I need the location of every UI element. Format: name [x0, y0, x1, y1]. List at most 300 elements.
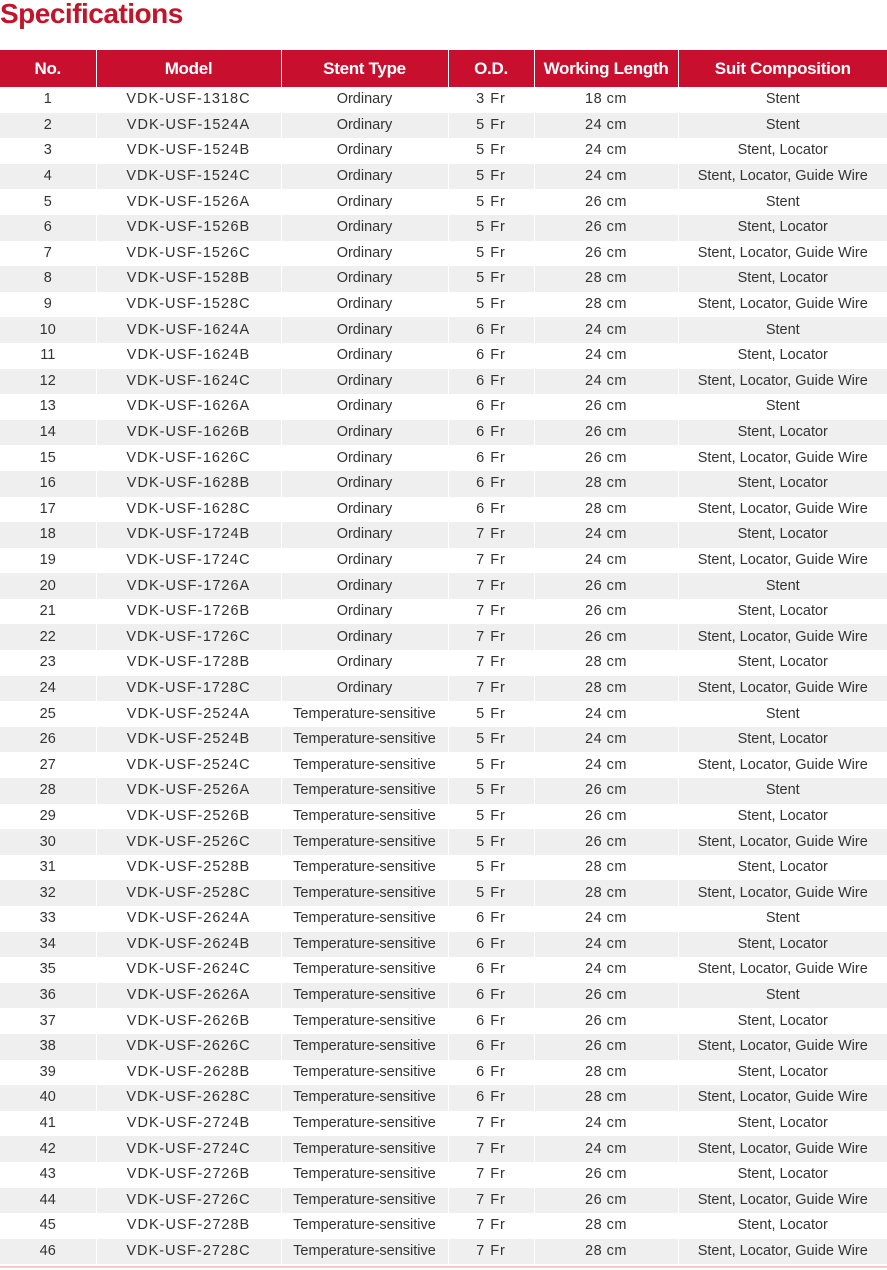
table-row	[0, 1085, 887, 1111]
cell-working-length: 24 cm	[534, 317, 678, 343]
cell-stent-type: Ordinary	[281, 624, 448, 650]
cell-stent-type: Temperature-sensitive	[281, 855, 448, 881]
cell-stent-type: Temperature-sensitive	[281, 1060, 448, 1086]
cell-working-length: 26 cm	[534, 829, 678, 855]
cell-model: VDK-USF-2628C	[96, 1085, 281, 1111]
cell-od: 7 Fr	[448, 522, 534, 548]
cell-no: 28	[0, 778, 96, 804]
cell-model: VDK-USF-1626A	[96, 394, 281, 420]
table-row	[0, 113, 887, 139]
cell-suit-composition: Stent, Locator	[678, 471, 887, 497]
cell-suit-composition: Stent, Locator	[678, 266, 887, 292]
table-row	[0, 445, 887, 471]
cell-no: 20	[0, 573, 96, 599]
cell-working-length: 28 cm	[534, 292, 678, 318]
cell-model: VDK-USF-2626C	[96, 1034, 281, 1060]
cell-no: 5	[43, 193, 52, 210]
cell-suit-composition: Stent	[678, 983, 887, 1009]
cell-suit-composition: Stent, Locator	[678, 932, 887, 958]
cell-model: VDK-USF-2528C	[96, 880, 281, 906]
cell-model: VDK-USF-1624B	[96, 343, 281, 369]
cell-stent-type: Ordinary	[281, 215, 448, 241]
cell-od: 6 Fr	[448, 471, 534, 497]
cell-no: 21	[39, 603, 56, 620]
cell-suit-composition: Stent, Locator	[678, 855, 887, 881]
cell-od: 6 Fr	[448, 957, 534, 983]
cell-model: VDK-USF-1628C	[96, 497, 281, 523]
header-od: O.D.	[448, 50, 534, 87]
bottom-divider	[0, 1266, 887, 1268]
cell-suit-composition: Stent, Locator	[678, 1111, 887, 1137]
cell-model: VDK-USF-1626C	[96, 445, 281, 471]
table-row	[0, 138, 887, 164]
table-row	[0, 241, 887, 267]
cell-no: 10	[0, 317, 96, 343]
cell-working-length: 28 cm	[534, 855, 678, 881]
cell-suit-composition: Stent, Locator	[678, 599, 887, 625]
cell-no: 19	[39, 551, 56, 568]
cell-model: VDK-USF-2624C	[96, 957, 281, 983]
header-row	[0, 50, 887, 87]
cell-stent-type: Ordinary	[281, 292, 448, 318]
cell-no: 34	[0, 932, 96, 958]
table-row	[0, 215, 887, 241]
table-row	[0, 727, 887, 753]
cell-stent-type: Temperature-sensitive	[281, 1188, 448, 1214]
cell-od: 5 Fr	[448, 727, 534, 753]
cell-stent-type: Ordinary	[281, 138, 448, 164]
cell-od: 6 Fr	[448, 497, 534, 523]
cell-od: 5 Fr	[448, 778, 534, 804]
table-row	[0, 548, 887, 574]
table-row	[0, 1111, 887, 1137]
cell-working-length: 28 cm	[534, 471, 678, 497]
cell-model: VDK-USF-1524C	[96, 164, 281, 190]
cell-suit-composition: Stent, Locator, Guide Wire	[678, 880, 887, 906]
cell-working-length: 26 cm	[534, 599, 678, 625]
cell-model: VDK-USF-1726C	[96, 624, 281, 650]
cell-working-length: 26 cm	[534, 804, 678, 830]
cell-model: VDK-USF-2624B	[96, 932, 281, 958]
cell-suit-composition: Stent, Locator, Guide Wire	[678, 548, 887, 574]
cell-stent-type: Ordinary	[281, 266, 448, 292]
cell-working-length: 28 cm	[534, 880, 678, 906]
cell-od: 7 Fr	[448, 573, 534, 599]
cell-od: 5 Fr	[448, 880, 534, 906]
cell-working-length: 28 cm	[534, 497, 678, 523]
table-row	[0, 573, 887, 599]
cell-suit-composition: Stent	[678, 189, 887, 215]
cell-stent-type: Temperature-sensitive	[281, 957, 448, 983]
cell-working-length: 18 cm	[534, 87, 678, 113]
cell-stent-type: Ordinary	[281, 113, 448, 139]
table-row	[0, 343, 887, 369]
cell-od: 5 Fr	[448, 189, 534, 215]
specifications-table	[0, 50, 887, 1264]
cell-stent-type: Temperature-sensitive	[281, 1085, 448, 1111]
cell-suit-composition: Stent	[678, 317, 887, 343]
cell-working-length: 26 cm	[534, 445, 678, 471]
cell-working-length: 26 cm	[534, 215, 678, 241]
cell-model: VDK-USF-2528B	[96, 855, 281, 881]
cell-no: 38	[0, 1034, 96, 1060]
cell-working-length: 28 cm	[534, 1060, 678, 1086]
cell-od: 7 Fr	[448, 676, 534, 702]
cell-od: 6 Fr	[448, 445, 534, 471]
cell-model: VDK-USF-2726C	[96, 1188, 281, 1214]
cell-working-length: 24 cm	[534, 138, 678, 164]
cell-working-length: 28 cm	[534, 266, 678, 292]
cell-stent-type: Temperature-sensitive	[281, 701, 448, 727]
cell-working-length: 24 cm	[534, 343, 678, 369]
cell-model: VDK-USF-1524A	[96, 113, 281, 139]
cell-od: 6 Fr	[448, 1034, 534, 1060]
cell-working-length: 24 cm	[534, 1111, 678, 1137]
cell-model: VDK-USF-1726A	[96, 573, 281, 599]
cell-stent-type: Ordinary	[281, 471, 448, 497]
cell-no: 15	[39, 449, 56, 466]
cell-model: VDK-USF-2728C	[96, 1239, 281, 1265]
cell-model: VDK-USF-2724C	[96, 1136, 281, 1162]
cell-no: 40	[0, 1085, 96, 1111]
cell-suit-composition: Stent, Locator, Guide Wire	[678, 957, 887, 983]
cell-no: 9	[43, 296, 52, 313]
table-row	[0, 599, 887, 625]
cell-model: VDK-USF-1318C	[96, 87, 281, 113]
table-row	[0, 394, 887, 420]
cell-stent-type: Ordinary	[281, 573, 448, 599]
cell-model: VDK-USF-2524B	[96, 727, 281, 753]
cell-working-length: 26 cm	[534, 241, 678, 267]
cell-stent-type: Ordinary	[281, 394, 448, 420]
cell-no: 39	[39, 1063, 56, 1080]
cell-od: 6 Fr	[448, 1008, 534, 1034]
cell-od: 5 Fr	[448, 804, 534, 830]
cell-working-length: 24 cm	[534, 164, 678, 190]
cell-no: 4	[0, 164, 96, 190]
cell-od: 5 Fr	[448, 292, 534, 318]
cell-model: VDK-USF-1526A	[96, 189, 281, 215]
cell-suit-composition: Stent	[678, 113, 887, 139]
table-row	[0, 1162, 887, 1188]
cell-working-length: 26 cm	[534, 1008, 678, 1034]
cell-suit-composition: Stent, Locator	[678, 420, 887, 446]
table-row	[0, 880, 887, 906]
cell-od: 6 Fr	[448, 343, 534, 369]
cell-od: 5 Fr	[448, 829, 534, 855]
cell-working-length: 24 cm	[534, 369, 678, 395]
cell-no: 11	[40, 347, 56, 364]
cell-stent-type: Ordinary	[281, 548, 448, 574]
cell-suit-composition: Stent, Locator, Guide Wire	[678, 369, 887, 395]
cell-suit-composition: Stent	[678, 573, 887, 599]
cell-stent-type: Ordinary	[281, 87, 448, 113]
header-working-length: Working Length	[534, 50, 678, 87]
cell-suit-composition: Stent	[678, 701, 887, 727]
cell-model: VDK-USF-1626B	[96, 420, 281, 446]
cell-no: 18	[0, 522, 96, 548]
cell-od: 6 Fr	[448, 1060, 534, 1086]
cell-suit-composition: Stent, Locator, Guide Wire	[678, 241, 887, 267]
cell-suit-composition: Stent, Locator	[678, 650, 887, 676]
cell-working-length: 26 cm	[534, 573, 678, 599]
cell-working-length: 26 cm	[534, 420, 678, 446]
cell-suit-composition: Stent	[678, 778, 887, 804]
cell-working-length: 26 cm	[534, 189, 678, 215]
cell-stent-type: Temperature-sensitive	[281, 1111, 448, 1137]
cell-working-length: 24 cm	[534, 932, 678, 958]
cell-working-length: 24 cm	[534, 548, 678, 574]
cell-no: 42	[0, 1136, 96, 1162]
cell-od: 6 Fr	[448, 983, 534, 1009]
cell-od: 5 Fr	[448, 752, 534, 778]
table-row	[0, 497, 887, 523]
cell-stent-type: Ordinary	[281, 676, 448, 702]
cell-model: VDK-USF-2524C	[96, 752, 281, 778]
cell-stent-type: Temperature-sensitive	[281, 727, 448, 753]
table-row	[0, 369, 887, 395]
cell-suit-composition: Stent, Locator, Guide Wire	[678, 1188, 887, 1214]
cell-od: 6 Fr	[448, 906, 534, 932]
table-row	[0, 676, 887, 702]
cell-model: VDK-USF-1528B	[96, 266, 281, 292]
cell-no: 35	[39, 961, 56, 978]
cell-working-length: 24 cm	[534, 957, 678, 983]
cell-suit-composition: Stent, Locator, Guide Wire	[678, 445, 887, 471]
cell-stent-type: Ordinary	[281, 522, 448, 548]
cell-suit-composition: Stent, Locator, Guide Wire	[678, 497, 887, 523]
cell-no: 30	[0, 829, 96, 855]
cell-od: 7 Fr	[448, 1188, 534, 1214]
cell-no: 13	[39, 398, 56, 415]
cell-stent-type: Temperature-sensitive	[281, 983, 448, 1009]
cell-no: 31	[39, 859, 56, 876]
cell-no: 1	[43, 91, 52, 108]
cell-model: VDK-USF-2628B	[96, 1060, 281, 1086]
table-row	[0, 1188, 887, 1214]
cell-model: VDK-USF-2524A	[96, 701, 281, 727]
cell-stent-type: Temperature-sensitive	[281, 906, 448, 932]
cell-suit-composition: Stent, Locator, Guide Wire	[678, 676, 887, 702]
cell-od: 5 Fr	[448, 266, 534, 292]
cell-suit-composition: Stent, Locator	[678, 215, 887, 241]
table-row	[0, 317, 887, 343]
table-row	[0, 932, 887, 958]
table-row	[0, 701, 887, 727]
cell-model: VDK-USF-2526B	[96, 804, 281, 830]
cell-no: 43	[39, 1166, 56, 1183]
cell-stent-type: Ordinary	[281, 317, 448, 343]
cell-working-length: 24 cm	[534, 727, 678, 753]
cell-working-length: 24 cm	[534, 113, 678, 139]
cell-stent-type: Temperature-sensitive	[281, 804, 448, 830]
cell-no: 3	[43, 142, 52, 159]
cell-od: 7 Fr	[448, 1213, 534, 1239]
table-body	[0, 87, 887, 1264]
cell-suit-composition: Stent, Locator	[678, 1162, 887, 1188]
table-row	[0, 1034, 887, 1060]
table-row	[0, 1060, 887, 1086]
cell-suit-composition: Stent, Locator	[678, 1008, 887, 1034]
cell-stent-type: Temperature-sensitive	[281, 1008, 448, 1034]
cell-model: VDK-USF-1728C	[96, 676, 281, 702]
table-row	[0, 957, 887, 983]
cell-od: 6 Fr	[448, 369, 534, 395]
cell-od: 7 Fr	[448, 650, 534, 676]
cell-od: 7 Fr	[448, 1111, 534, 1137]
header-model: Model	[96, 50, 281, 87]
table-row	[0, 804, 887, 830]
cell-no: 7	[43, 244, 52, 261]
cell-suit-composition: Stent, Locator, Guide Wire	[678, 624, 887, 650]
cell-suit-composition: Stent, Locator, Guide Wire	[678, 1034, 887, 1060]
cell-no: 22	[0, 624, 96, 650]
cell-model: VDK-USF-1628B	[96, 471, 281, 497]
table-row	[0, 624, 887, 650]
cell-suit-composition: Stent, Locator	[678, 1060, 887, 1086]
cell-no: 29	[39, 807, 56, 824]
table-row	[0, 983, 887, 1009]
table-row	[0, 420, 887, 446]
cell-model: VDK-USF-1526C	[96, 241, 281, 267]
cell-no: 27	[39, 756, 56, 773]
cell-no: 26	[0, 727, 96, 753]
cell-working-length: 24 cm	[534, 752, 678, 778]
cell-working-length: 26 cm	[534, 778, 678, 804]
table-row	[0, 1008, 887, 1034]
table-row	[0, 266, 887, 292]
cell-suit-composition: Stent	[678, 87, 887, 113]
cell-stent-type: Temperature-sensitive	[281, 880, 448, 906]
cell-working-length: 24 cm	[534, 701, 678, 727]
cell-no: 6	[0, 215, 96, 241]
table-row	[0, 522, 887, 548]
table-row	[0, 650, 887, 676]
cell-stent-type: Temperature-sensitive	[281, 1136, 448, 1162]
cell-od: 6 Fr	[448, 420, 534, 446]
table-row	[0, 752, 887, 778]
cell-no: 25	[39, 705, 56, 722]
cell-model: VDK-USF-1526B	[96, 215, 281, 241]
cell-no: 2	[0, 113, 96, 139]
cell-model: VDK-USF-2724B	[96, 1111, 281, 1137]
table-row	[0, 87, 887, 113]
cell-model: VDK-USF-1728B	[96, 650, 281, 676]
table-row	[0, 778, 887, 804]
cell-working-length: 26 cm	[534, 1162, 678, 1188]
cell-suit-composition: Stent, Locator, Guide Wire	[678, 164, 887, 190]
cell-od: 6 Fr	[448, 317, 534, 343]
cell-suit-composition: Stent, Locator	[678, 804, 887, 830]
cell-suit-composition: Stent, Locator, Guide Wire	[678, 752, 887, 778]
cell-model: VDK-USF-1528C	[96, 292, 281, 318]
cell-no: 24	[0, 676, 96, 702]
cell-working-length: 24 cm	[534, 522, 678, 548]
cell-model: VDK-USF-1624A	[96, 317, 281, 343]
cell-suit-composition: Stent, Locator, Guide Wire	[678, 1085, 887, 1111]
cell-no: 17	[39, 500, 56, 517]
cell-od: 5 Fr	[448, 164, 534, 190]
cell-suit-composition: Stent	[678, 906, 887, 932]
cell-model: VDK-USF-2624A	[96, 906, 281, 932]
cell-working-length: 28 cm	[534, 1085, 678, 1111]
cell-stent-type: Ordinary	[281, 343, 448, 369]
table-row	[0, 1136, 887, 1162]
cell-working-length: 28 cm	[534, 1239, 678, 1265]
cell-stent-type: Ordinary	[281, 497, 448, 523]
cell-od: 7 Fr	[448, 1136, 534, 1162]
cell-od: 5 Fr	[448, 855, 534, 881]
cell-od: 5 Fr	[448, 138, 534, 164]
table-row	[0, 855, 887, 881]
cell-stent-type: Ordinary	[281, 599, 448, 625]
cell-stent-type: Ordinary	[281, 445, 448, 471]
cell-od: 7 Fr	[448, 1162, 534, 1188]
cell-model: VDK-USF-2526A	[96, 778, 281, 804]
cell-working-length: 26 cm	[534, 1034, 678, 1060]
cell-model: VDK-USF-1726B	[96, 599, 281, 625]
cell-model: VDK-USF-2626A	[96, 983, 281, 1009]
cell-od: 5 Fr	[448, 215, 534, 241]
cell-working-length: 24 cm	[534, 1136, 678, 1162]
cell-suit-composition: Stent, Locator	[678, 138, 887, 164]
cell-no: 41	[39, 1115, 56, 1132]
cell-stent-type: Ordinary	[281, 241, 448, 267]
cell-stent-type: Temperature-sensitive	[281, 1034, 448, 1060]
cell-stent-type: Temperature-sensitive	[281, 778, 448, 804]
table-row	[0, 829, 887, 855]
page-title: Specifications	[0, 0, 183, 29]
table-row	[0, 292, 887, 318]
cell-suit-composition: Stent, Locator	[678, 522, 887, 548]
cell-od: 5 Fr	[448, 113, 534, 139]
cell-od: 7 Fr	[448, 548, 534, 574]
cell-no: 32	[0, 880, 96, 906]
cell-no: 44	[0, 1188, 96, 1214]
header-stent-type: Stent Type	[281, 50, 448, 87]
cell-stent-type: Ordinary	[281, 420, 448, 446]
cell-model: VDK-USF-1524B	[96, 138, 281, 164]
cell-stent-type: Temperature-sensitive	[281, 752, 448, 778]
header-no: No.	[0, 50, 96, 87]
cell-no: 8	[0, 266, 96, 292]
cell-od: 7 Fr	[448, 1239, 534, 1265]
cell-od: 6 Fr	[448, 932, 534, 958]
cell-suit-composition: Stent, Locator, Guide Wire	[678, 1136, 887, 1162]
cell-od: 7 Fr	[448, 624, 534, 650]
cell-stent-type: Ordinary	[281, 650, 448, 676]
cell-model: VDK-USF-2526C	[96, 829, 281, 855]
cell-suit-composition: Stent, Locator	[678, 343, 887, 369]
cell-working-length: 26 cm	[534, 394, 678, 420]
cell-no: 46	[0, 1239, 96, 1265]
cell-stent-type: Temperature-sensitive	[281, 1213, 448, 1239]
cell-model: VDK-USF-2626B	[96, 1008, 281, 1034]
cell-od: 5 Fr	[448, 241, 534, 267]
cell-stent-type: Ordinary	[281, 164, 448, 190]
cell-od: 5 Fr	[448, 701, 534, 727]
cell-working-length: 28 cm	[534, 1213, 678, 1239]
cell-no: 45	[39, 1217, 56, 1234]
cell-no: 12	[0, 369, 96, 395]
cell-no: 33	[39, 910, 56, 927]
cell-model: VDK-USF-2726B	[96, 1162, 281, 1188]
table-row	[0, 189, 887, 215]
cell-od: 6 Fr	[448, 1085, 534, 1111]
cell-model: VDK-USF-1624C	[96, 369, 281, 395]
table-row	[0, 1239, 887, 1265]
cell-model: VDK-USF-1724C	[96, 548, 281, 574]
